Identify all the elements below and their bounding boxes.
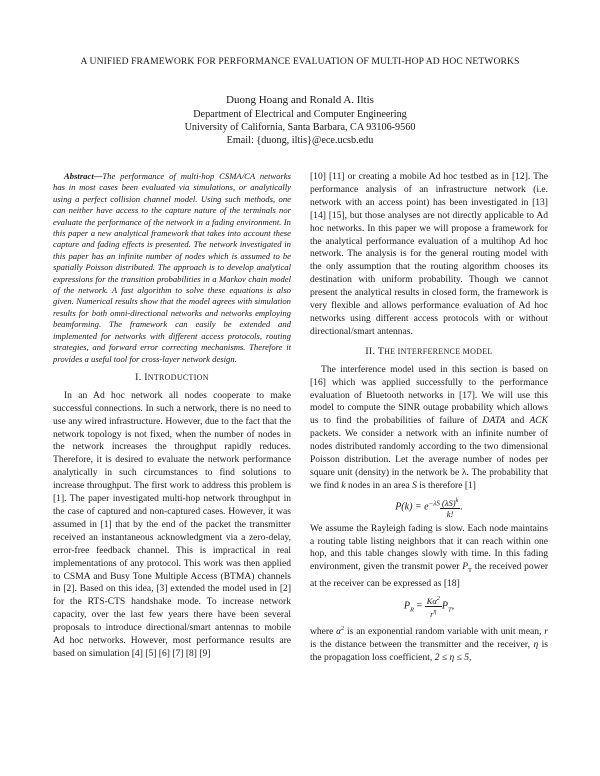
section-heading-introduction: I. INTRODUCTION: [135, 371, 209, 383]
paper-title: A UNIFIED FRAMEWORK FOR PERFORMANCE EVALUATION OF MULTI-HOP AD HOC NETWORKS: [80, 56, 520, 67]
intro-paragraph-continued: [10] [11] or creating a mobile Ad hoc testbed as in [12]. The performance analysis of an infrastructure network (i.e. network with an access point) has been investigated in [13] [14] [15], but those analyses are not directly applicable to Ad hoc networks. In this paper we will propose a framework for the analytical performance evaluation of a multihop Ad hoc network. The analysis is for the general routing model with the only assumption that the routing algorithm chooses its destination with uniform probability. Though we cannot present the analytical results in closed form, the framework is very flexible and allows performance evaluation of Ad hoc networks using different access protocols with or without directional/smart antennas.: [310, 171, 548, 337]
authors: Duong Hoang and Ronald A. Iltis: [226, 94, 374, 106]
equation-poisson: $P(k) = e^{-\lambda S}$ $\frac{(\lambda S)^k}{k!}$ .: [395, 497, 463, 519]
section-heading-interference-model: II. THE INTERFERENCE MODEL: [365, 345, 493, 357]
affiliation-department: Department of Electrical and Computer Engineering: [193, 109, 407, 120]
abstract: [53, 171, 291, 365]
abstract-text: The performance of multi-hop CSMA/CA networks has in most cases been evaluated via simulations, or analytically using a perfect collision channel model. Using such methods, one can neither have access to the capture nature of the terminals nor evaluate the performance of the network in a fading environment. In this paper a new analytical framework that takes into account these capture and fading effects is presented. The network investigated in this paper has an infinite number of nodes which is assumed to be spatially Poisson distributed. The approach is to develop analytical expressions for the transition probabilities in a Markov chain model of the network. A fast algorithm to solve these equations is also given. Numerical results show that the model agrees with simulation results for both omni-directional networks and networks employing beamforming. The framework can easily be extended and implemented for networks with different access protocols, routing strategies, and forward error correcting mechanisms. Therefore it provides a useful tool for cross-layer network design.: [53, 171, 291, 364]
author-email: Email: {duong, iltis}@ece.ucsb.edu: [226, 135, 374, 146]
abstract-lead: Abstract—: [64, 171, 103, 181]
right-column: [310, 171, 548, 665]
affiliation-university: University of California, Santa Barbara, CA 93106-9560: [184, 122, 416, 133]
fraction: $\frac{(\lambda S)^k}{k!}$: [441, 497, 459, 519]
interference-paragraph-2: We assume the Rayleigh fading is slow. Each node maintains a routing table listing neighbors that it can reach within one hop, and this table changes slowly with time. In this fading environment, given the transmit power $P_T$ the received power at the receiver can be expressed as [18]: [310, 522, 549, 590]
interference-paragraph-1: The interference model used in this section is based on [16] which was applied successfully to the performance evaluation of Bluetooth networks in [17]. We will use this model to compute the SINR outage probability which allows us to find the probabilities of failure of DATA and ACK packets. We consider a network with an infinite number of nodes distributed randomly according to the two dimensional Poisson distribution. Let the average number of nodes per square unit (density) in the network be λ. The probability that we find k nodes in an area S is therefore [1]: [310, 363, 549, 491]
interference-paragraph-3: where $\alpha^2$ is an exponential random variable with unit mean, r is the distance between the transmitter and the receiver, η is the propagation loss coefficient, 2 ≤ η ≤ 5,: [310, 625, 549, 663]
equation-received-power: $P_R$ = $\frac{K\alpha^2}{r^\eta}$ $P_T$,: [403, 595, 455, 619]
ack-symbol: ACK: [529, 415, 549, 427]
fraction: $\frac{K\alpha^2}{r^\eta}$: [426, 595, 440, 619]
left-column: [53, 171, 291, 661]
data-symbol: DATA: [482, 415, 506, 427]
intro-paragraph: In an Ad hoc network all nodes cooperate to make successful connections. In such a network, there is no need to use any wired infrastructure. However, due to the fact that the network topology is not fixed, when the number of nodes in the network increases the throughput rapidly reduces. Therefore, it is desired to evaluate the network performance analytically in such circumstances to find solutions to increase throughput. The first work to address this problem is [1]. The paper investigated multi-hop network throughput in the case of captured and non-captured cases. However, it was assumed in [1] that by the end of the packet the transmitter received an instantaneous acknowledgment via a zero-delay, error-free feedback channel. This is impractical in real implementations of any protocol. This work was then applied to CSMA and Busy Tone Multiple Access (BTMA) channels in [2]. Based on this idea, [3] extended the model used in [2] for the RTS-CTS handshake mode. To increase network capacity, over the last few years there have been several proposals to introduce directional/smart antennas to mobile Ad hoc networks. However, most performance results are based on simulation [4] [5] [6] [7] [8] [9]: [53, 389, 291, 659]
